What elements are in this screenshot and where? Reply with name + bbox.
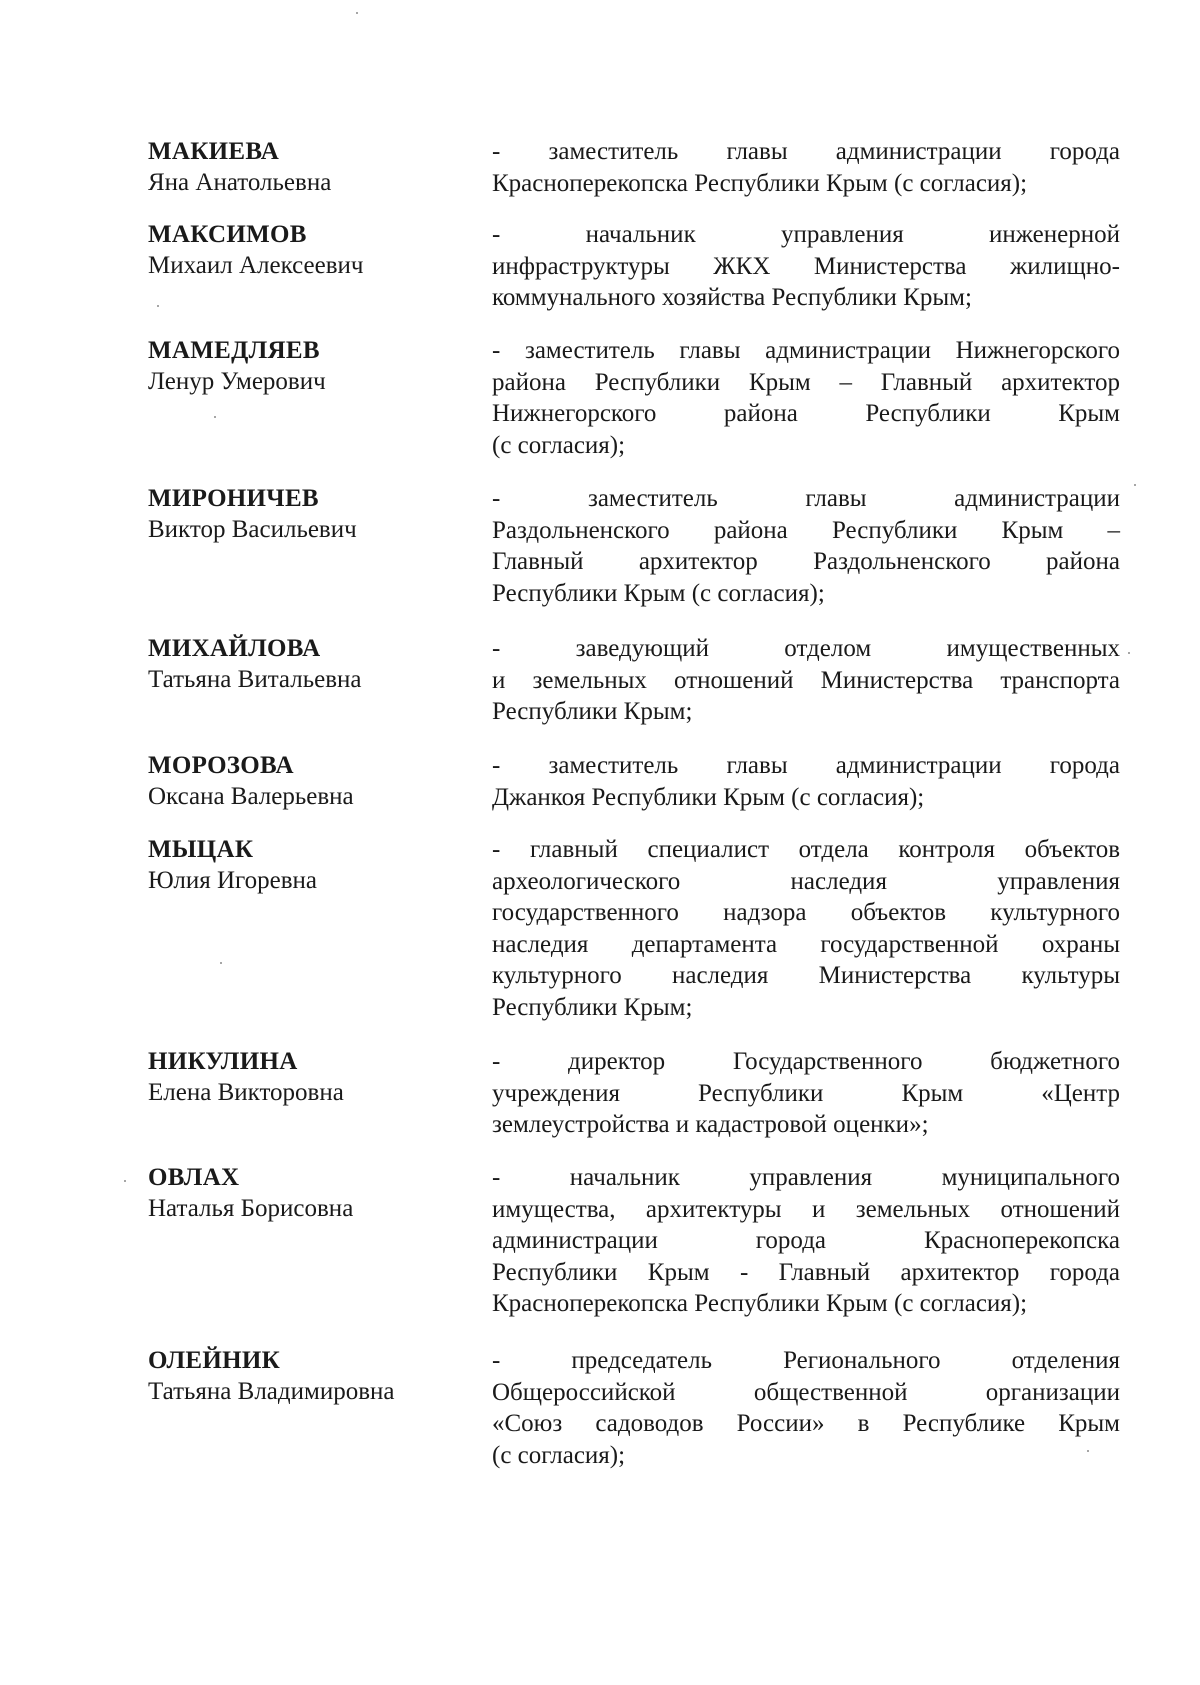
member-position-description (492, 483, 1120, 609)
scan-speck (1128, 652, 1130, 654)
description-line: - заместитель главы администрации Нижнегорского (492, 337, 1120, 364)
description-line: - начальник управления инженерной (492, 221, 1120, 248)
description-line: - заместитель главы администрации (492, 485, 1120, 512)
scan-speck (1134, 484, 1136, 486)
member-name-block (148, 633, 478, 695)
description-line: государственного надзора объектов культурного (492, 899, 1120, 927)
member-given-name: Яна Анатольевна (148, 169, 332, 196)
member-name-block (148, 219, 478, 281)
member-name-block (148, 335, 478, 397)
member-given-name: Наталья Борисовна (148, 1195, 354, 1222)
scan-speck (220, 962, 222, 964)
member-name-block (148, 1162, 478, 1224)
member-name-block (148, 1046, 478, 1108)
member-position-description (492, 633, 1120, 728)
member-position-description (492, 1162, 1120, 1320)
member-surname: НИКУЛИНА (148, 1048, 298, 1075)
member-given-name: Татьяна Владимировна (148, 1378, 395, 1405)
member-position-description (492, 834, 1120, 1024)
member-given-name: Оксана Валерьевна (148, 783, 354, 810)
member-surname: МАМЕДЛЯЕВ (148, 337, 320, 364)
member-surname: МИХАЙЛОВА (148, 635, 321, 662)
member-name-block (148, 750, 478, 812)
scan-speck (1087, 1450, 1089, 1452)
member-position-description (492, 219, 1120, 314)
description-line: - заведующий отделом имущественных (492, 635, 1120, 662)
description-line: Республики Крым - Главный архитектор города (492, 1258, 1120, 1286)
scan-speck (124, 1180, 126, 1182)
member-position-description (492, 136, 1120, 199)
scan-speck (157, 305, 159, 307)
description-line: культурного наследия Министерства культуры (492, 962, 1120, 990)
member-name-block (148, 1345, 478, 1407)
member-given-name: Юлия Игоревна (148, 867, 318, 894)
member-surname: ОЛЕЙНИК (148, 1347, 281, 1374)
member-name-block (148, 136, 478, 198)
member-position-description (492, 1345, 1120, 1471)
description-line: археологического наследия управления (492, 867, 1120, 895)
member-given-name: Виктор Васильевич (148, 516, 357, 543)
member-name-block (148, 483, 478, 545)
description-line: Раздольненского района Республики Крым – (492, 516, 1120, 544)
description-line: учреждения Республики Крым «Центр (492, 1079, 1120, 1107)
description-line: - директор Государственного бюджетного (492, 1048, 1120, 1075)
scan-speck (356, 12, 358, 14)
member-surname: ОВЛАХ (148, 1164, 240, 1191)
member-name-block (148, 834, 478, 896)
description-line: (с согласия); (492, 1441, 626, 1469)
member-surname: МИРОНИЧЕВ (148, 485, 319, 512)
description-line: - главный специалист отдела контроля объектов (492, 836, 1120, 863)
member-given-name: Татьяна Витальевна (148, 666, 362, 693)
description-line: «Союз садоводов России» в Республике Крым (492, 1410, 1120, 1438)
description-line: имущества, архитектуры и земельных отношений (492, 1195, 1120, 1223)
description-line: Республики Крым; (492, 698, 693, 726)
description-line: наследия департамента государственной охраны (492, 930, 1120, 958)
description-line: и земельных отношений Министерства транспорта (492, 666, 1120, 694)
description-line: (с согласия); (492, 431, 626, 459)
member-given-name: Ленур Умерович (148, 368, 326, 395)
description-line: Красноперекопска Республики Крым (с согласия); (492, 169, 1028, 197)
description-line: администрации города Красноперекопска (492, 1227, 1120, 1255)
member-surname: МАКСИМОВ (148, 221, 307, 248)
description-line: района Республики Крым – Главный архитектор (492, 368, 1120, 396)
member-given-name: Михаил Алексеевич (148, 252, 364, 279)
description-line: Джанкоя Республики Крым (с согласия); (492, 783, 925, 811)
description-line: Республики Крым (с согласия); (492, 579, 825, 607)
description-line: Главный архитектор Раздольненского района (492, 548, 1120, 576)
scan-speck (214, 416, 216, 418)
description-line: - начальник управления муниципального (492, 1164, 1120, 1191)
member-position-description (492, 750, 1120, 813)
description-line: инфраструктуры ЖКХ Министерства жилищно- (492, 252, 1120, 280)
description-line: - председатель Регионального отделения (492, 1347, 1120, 1374)
member-position-description (492, 335, 1120, 461)
member-position-description (492, 1046, 1120, 1141)
description-line: - заместитель главы администрации города (492, 138, 1120, 165)
description-line: Красноперекопска Республики Крым (с согласия); (492, 1290, 1028, 1318)
description-line: землеустройства и кадастровой оценки»; (492, 1111, 929, 1139)
member-given-name: Елена Викторовна (148, 1079, 344, 1106)
description-line: Общероссийской общественной организации (492, 1378, 1120, 1406)
member-surname: МЫЦАК (148, 836, 254, 863)
member-surname: МАКИЕВА (148, 138, 280, 165)
member-surname: МОРОЗОВА (148, 752, 294, 779)
description-line: - заместитель главы администрации города (492, 752, 1120, 779)
description-line: Нижнегорского района Республики Крым (492, 400, 1120, 428)
description-line: Республики Крым; (492, 993, 693, 1021)
description-line: коммунального хозяйства Республики Крым; (492, 284, 972, 312)
